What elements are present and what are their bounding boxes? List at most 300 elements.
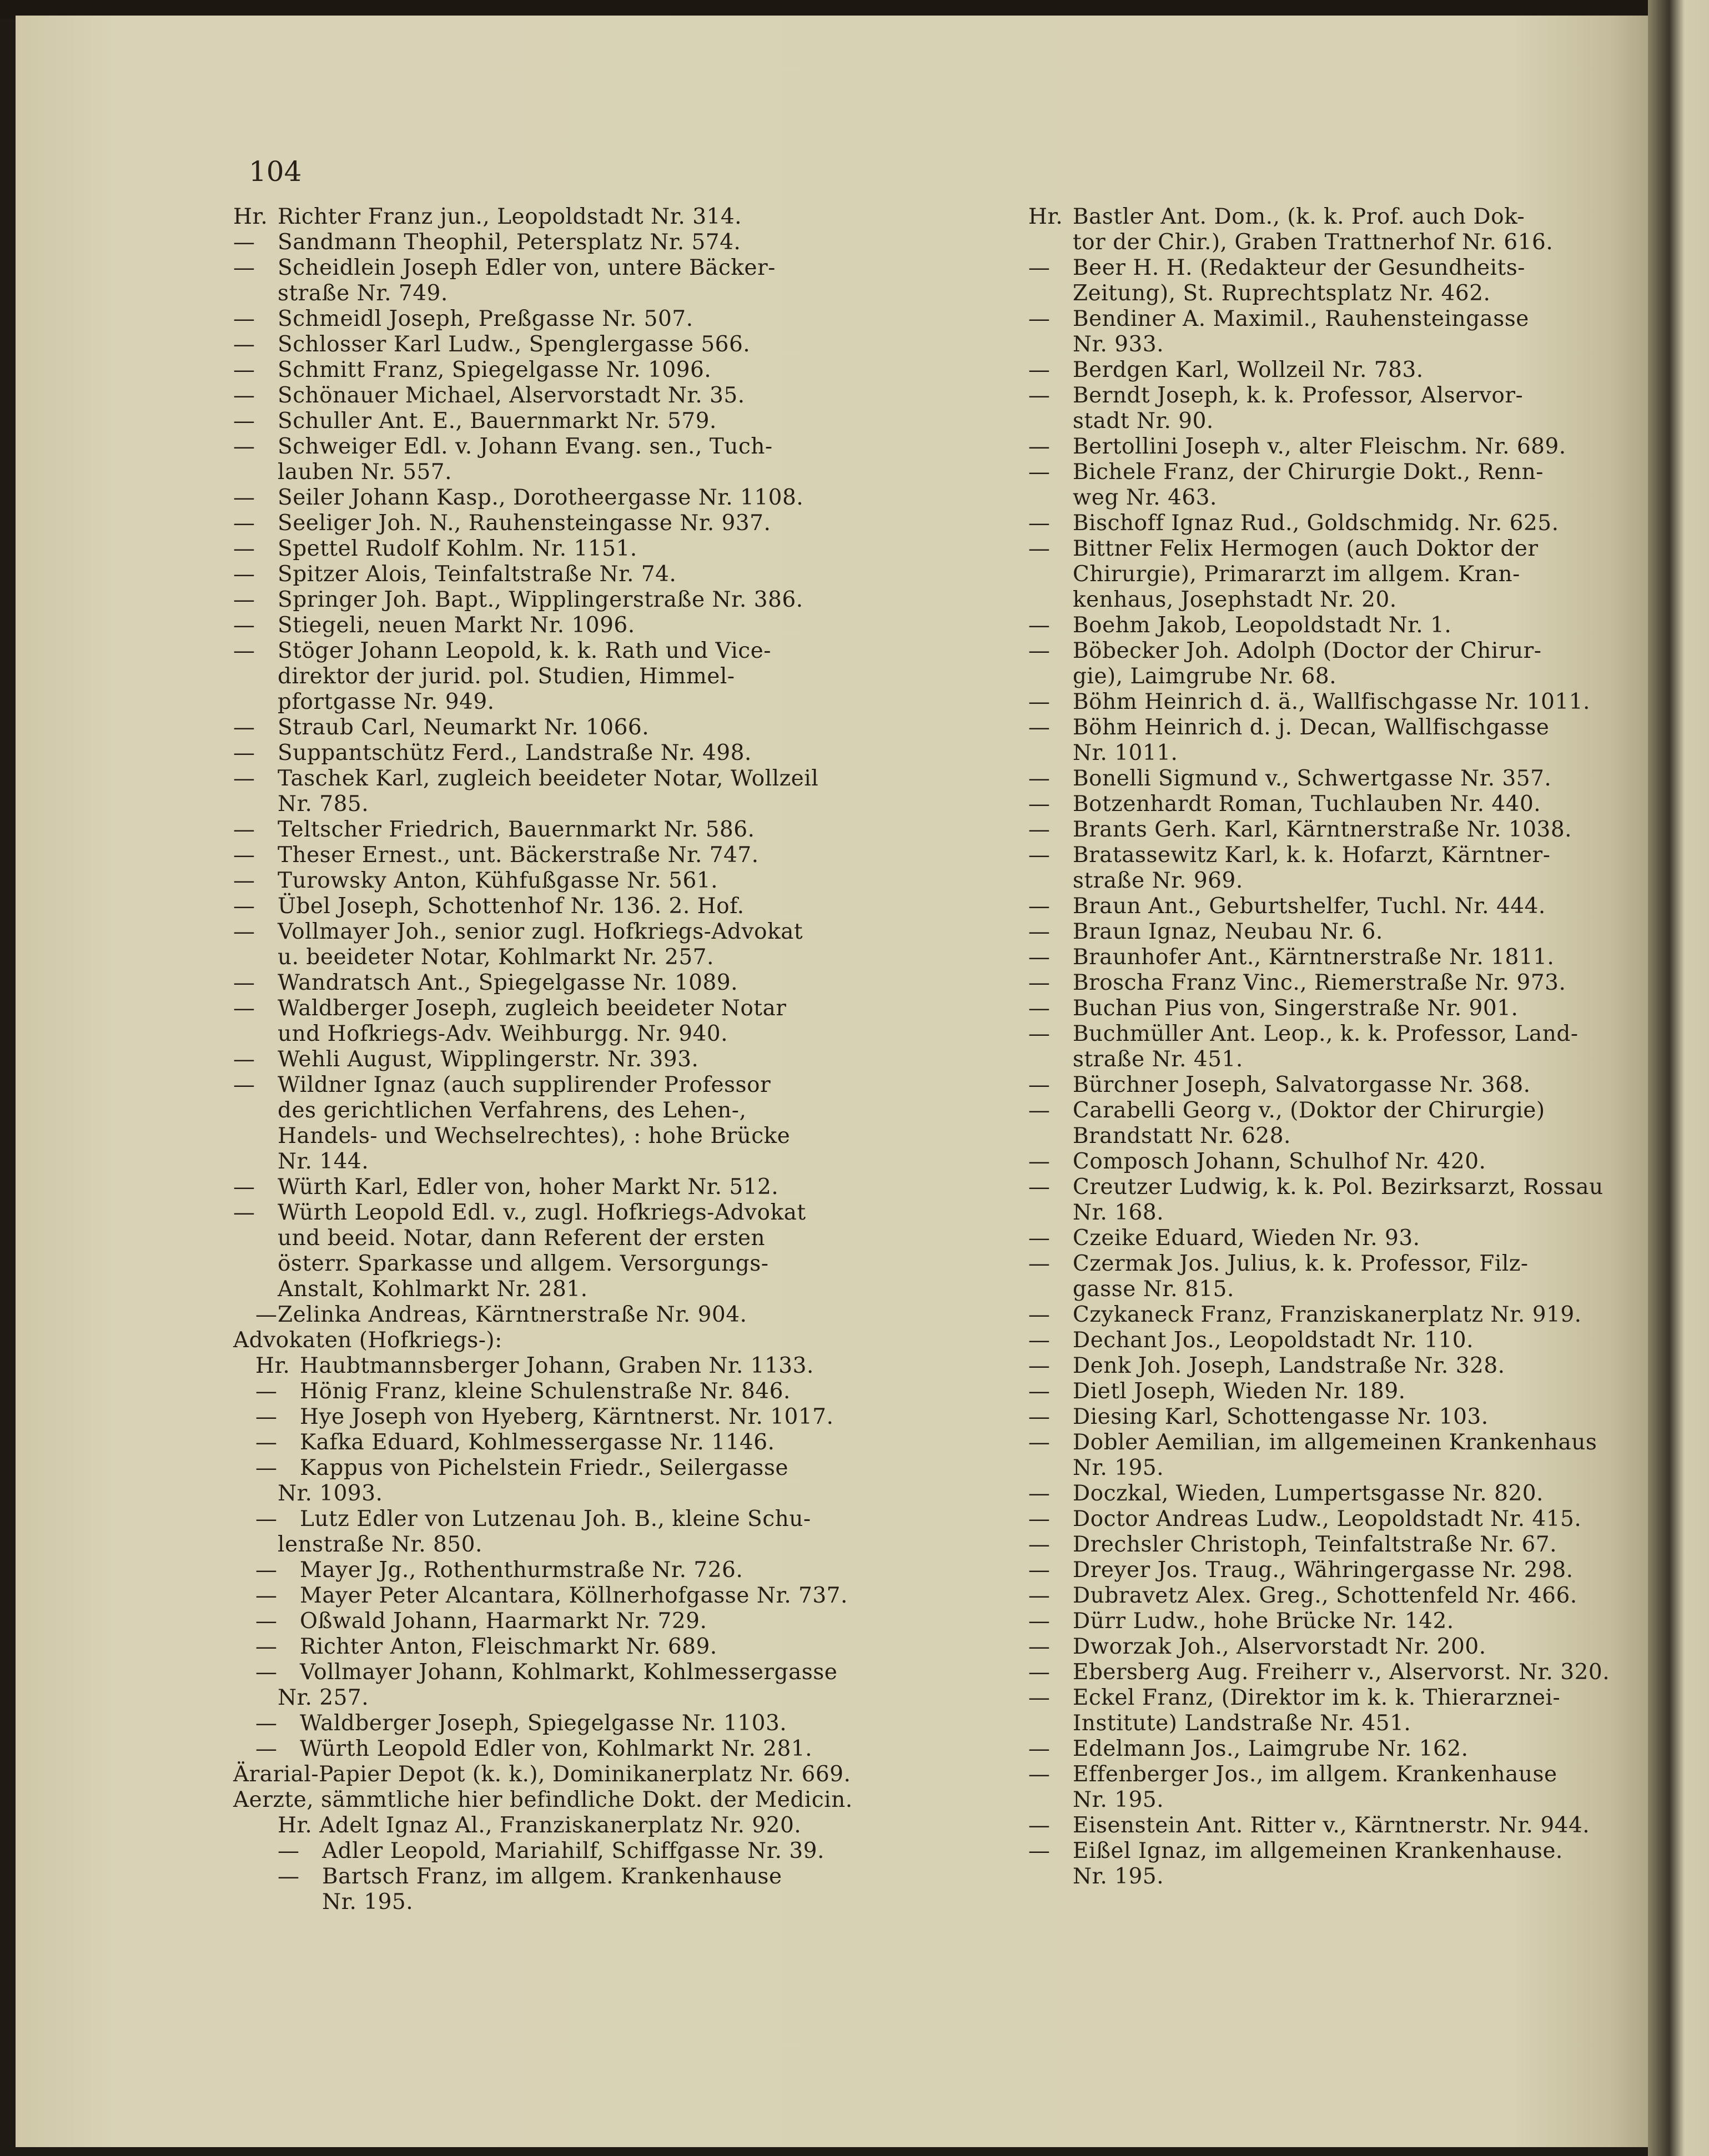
entry-lead-mark: — (1028, 919, 1050, 944)
entry-lead-mark: Hr. (1028, 204, 1063, 229)
entry-lead-mark: — (278, 1838, 300, 1863)
entry-continuation-line (1028, 1787, 1628, 1813)
entry-line (1028, 996, 1628, 1021)
entry-lead-mark: — (1028, 689, 1050, 714)
entry-lead-mark: — (1028, 1762, 1050, 1787)
directory-entry (233, 255, 916, 306)
entry-continuation-line (1028, 562, 1628, 587)
entry-lead-mark: — (1028, 1353, 1050, 1378)
entry-lead-mark: — (1028, 1736, 1050, 1761)
entry-continuation-line (233, 1813, 916, 1838)
entry-text: des gerichtlichen Verfahrens, des Lehen-, (278, 1098, 747, 1123)
directory-entry (1028, 1430, 1628, 1481)
entry-line (233, 1583, 916, 1609)
entry-line (233, 817, 916, 843)
directory-entry (233, 1583, 916, 1609)
directory-entry (1028, 1558, 1628, 1583)
entry-continuation-line (1028, 1711, 1628, 1736)
entry-text: Eißel Ignaz, im allgemeinen Krankenhause. (1073, 1838, 1563, 1863)
entry-continuation-line (233, 689, 916, 715)
entry-text: Chirurgie), Primararzt im allgem. Kran- (1073, 562, 1520, 587)
entry-line (1028, 1685, 1628, 1711)
entry-text: Theser Ernest., unt. Bäckerstraße Nr. 747. (278, 843, 759, 868)
entry-text: Botzenhardt Roman, Tuchlauben Nr. 440. (1073, 792, 1541, 817)
entry-text: Böbecker Joh. Adolph (Doctor der Chirur- (1073, 638, 1542, 663)
entry-continuation-line (1028, 1864, 1628, 1890)
entry-continuation-line (233, 281, 916, 306)
entry-lead-mark: — (233, 817, 255, 842)
entry-lead-mark: — (233, 970, 255, 995)
entry-continuation-line (233, 1021, 916, 1047)
entry-text: Lutz Edler von Lutzenau Joh. B., kleine Schu- (300, 1507, 811, 1532)
entry-text: Schweiger Edl. v. Johann Evang. sen., Tuch- (278, 434, 773, 459)
directory-entry (1028, 357, 1628, 383)
entry-text: lenstraße Nr. 850. (278, 1532, 482, 1557)
entry-text: weg Nr. 463. (1073, 485, 1217, 510)
entry-continuation-line (233, 460, 916, 485)
directory-entry (1028, 843, 1628, 894)
entry-line (1028, 1481, 1628, 1507)
entry-text: Oßwald Johann, Haarmarkt Nr. 729. (300, 1609, 707, 1634)
entry-text: Aerzte, sämmtliche hier befindliche Dokt. der Medicin. (233, 1787, 853, 1812)
entry-line (1028, 919, 1628, 945)
entry-line (1028, 817, 1628, 843)
directory-entry (233, 511, 916, 536)
entry-text: Doctor Andreas Ludw., Leopoldstadt Nr. 415. (1073, 1507, 1582, 1532)
entry-text: Bürchner Joseph, Salvatorgasse Nr. 368. (1073, 1072, 1531, 1097)
entry-text: Waldberger Joseph, zugleich beeideter Notar (278, 996, 787, 1021)
entry-text: tor der Chir.), Graben Trattnerhof Nr. 616. (1073, 230, 1554, 255)
entry-text: Carabelli Georg v., (Doktor der Chirurgie) (1073, 1098, 1545, 1123)
directory-entry (233, 1047, 916, 1072)
directory-entry (1028, 1098, 1628, 1149)
entry-lead-mark: — (233, 741, 255, 765)
entry-line (233, 766, 916, 792)
directory-entry (1028, 306, 1628, 357)
entry-line (233, 1353, 916, 1379)
entry-line (1028, 1226, 1628, 1251)
entry-lead-mark: — (1028, 1609, 1050, 1634)
entry-lead-mark: — (233, 332, 255, 357)
entry-lead-mark: — (233, 1200, 255, 1225)
entry-continuation-line (1028, 587, 1628, 613)
entry-lead-mark: — (1028, 1098, 1050, 1123)
directory-entry (1028, 536, 1628, 613)
entry-line (1028, 1838, 1628, 1864)
entry-lead-mark: — (1028, 894, 1050, 919)
entry-text: Adler Leopold, Mariahilf, Schiffgasse Nr. 39. (322, 1838, 825, 1863)
entry-continuation-line (233, 1890, 916, 1915)
entry-lead-mark: — (1028, 357, 1050, 382)
directory-entry (1028, 1149, 1628, 1175)
entry-line (1028, 970, 1628, 996)
entry-line (233, 409, 916, 434)
entry-text: Institute) Landstraße Nr. 451. (1073, 1711, 1411, 1736)
entry-lead-mark: — (1028, 1583, 1050, 1608)
directory-entry (1028, 204, 1628, 255)
entry-text: Dreyer Jos. Traug., Währingergasse Nr. 298. (1073, 1558, 1574, 1583)
entry-lead-mark: Hr. (255, 1353, 290, 1378)
entry-text: Taschek Karl, zugleich beeideter Notar, Wollzeil (278, 766, 819, 791)
entry-text: Teltscher Friedrich, Bauernmarkt Nr. 586. (278, 817, 755, 842)
directory-entry (233, 1864, 916, 1915)
entry-continuation-line (233, 1149, 916, 1175)
directory-entry (1028, 996, 1628, 1021)
entry-lead-mark: — (255, 1430, 278, 1455)
entry-line (1028, 1507, 1628, 1532)
directory-entry (233, 843, 916, 868)
directory-entry (1028, 715, 1628, 766)
entry-lead-mark: — (255, 1404, 278, 1429)
entry-line (233, 1379, 916, 1404)
entry-line (1028, 945, 1628, 970)
entry-line (233, 357, 916, 383)
directory-entry (1028, 1226, 1628, 1251)
entry-lead-mark: — (1028, 1072, 1050, 1097)
entry-text: Sandmann Theophil, Petersplatz Nr. 574. (278, 230, 741, 255)
entry-line (233, 970, 916, 996)
directory-entry (1028, 817, 1628, 843)
entry-text: Bartsch Franz, im allgem. Krankenhause (322, 1864, 782, 1889)
entry-text: Nr. 168. (1073, 1200, 1164, 1225)
entry-lead-mark: — (233, 1072, 255, 1097)
directory-entry (1028, 1072, 1628, 1098)
directory-entry (233, 1379, 916, 1404)
directory-entry (1028, 638, 1628, 689)
entry-text: Handels- und Wechselrechtes), : hohe Brücke (278, 1124, 791, 1148)
entry-text: Nr. 195. (1073, 1864, 1164, 1889)
directory-entry (1028, 1609, 1628, 1634)
entry-lead-mark: — (233, 843, 255, 868)
entry-line (1028, 1379, 1628, 1404)
entry-lead-mark: — (1028, 715, 1050, 740)
entry-lead-mark: — (1028, 1634, 1050, 1659)
entry-text: Seeliger Joh. N., Rauhensteingasse Nr. 937. (278, 511, 771, 536)
directory-entry (233, 817, 916, 843)
entry-text: Dürr Ludw., hohe Brücke Nr. 142. (1073, 1609, 1454, 1634)
entry-line (1028, 1558, 1628, 1583)
entry-continuation-line (1028, 741, 1628, 766)
directory-entry (233, 638, 916, 715)
entry-text: Böhm Heinrich d. j. Decan, Wallfischgasse (1073, 715, 1550, 740)
entry-lead-mark: — (233, 868, 255, 893)
entry-text: Hye Joseph von Hyeberg, Kärntnerst. Nr. 1017. (300, 1404, 834, 1429)
entry-line (233, 587, 916, 613)
directory-entry (1028, 1583, 1628, 1609)
directory-entry (233, 1353, 916, 1379)
entry-continuation-line (1028, 409, 1628, 434)
entry-text: Bonelli Sigmund v., Schwertgasse Nr. 357. (1073, 766, 1552, 791)
entry-line (1028, 1021, 1628, 1047)
entry-line (1028, 434, 1628, 460)
entry-line (233, 1404, 916, 1430)
entry-text: Czeike Eduard, Wieden Nr. 93. (1073, 1226, 1420, 1251)
entry-lead-mark: — (1028, 1813, 1050, 1838)
entry-lead-mark: — (1028, 945, 1050, 970)
entry-text: Boehm Jakob, Leopoldstadt Nr. 1. (1073, 613, 1452, 638)
entry-line (1028, 306, 1628, 332)
directory-entry (233, 1762, 916, 1787)
entry-continuation-line (1028, 868, 1628, 894)
entry-continuation-line (1028, 1124, 1628, 1149)
entry-text: Drechsler Christoph, Teinfaltstraße Nr. 67. (1073, 1532, 1557, 1557)
entry-text: Broscha Franz Vinc., Riemerstraße Nr. 973. (1073, 970, 1566, 995)
entry-line (1028, 1532, 1628, 1558)
entry-line (233, 306, 916, 332)
directory-entry (1028, 1481, 1628, 1507)
entry-text: Vollmayer Johann, Kohlmarkt, Kohlmessergasse (300, 1660, 838, 1685)
entry-line (1028, 204, 1628, 230)
entry-continuation-line (233, 1251, 916, 1277)
directory-entry (1028, 460, 1628, 511)
entry-text: Nr. 1093. (278, 1481, 383, 1506)
entry-lead-mark: — (255, 1736, 278, 1761)
entry-lead-mark: — (255, 1302, 278, 1327)
entry-text: Denk Joh. Joseph, Landstraße Nr. 328. (1073, 1353, 1505, 1378)
entry-lead-mark: — (233, 638, 255, 663)
entry-line (1028, 1404, 1628, 1430)
entry-text: Edelmann Jos., Laimgrube Nr. 162. (1073, 1736, 1469, 1761)
directory-entry (1028, 689, 1628, 715)
entry-continuation-line (233, 1098, 916, 1124)
directory-entry (233, 1328, 916, 1353)
entry-line (233, 894, 916, 919)
entry-line (1028, 1149, 1628, 1175)
entry-lead-mark: — (1028, 460, 1050, 485)
directory-entry (1028, 1353, 1628, 1379)
entry-line (1028, 383, 1628, 409)
entry-lead-mark: — (1028, 817, 1050, 842)
entry-continuation-line (1028, 1200, 1628, 1226)
entry-lead-mark: — (1028, 1149, 1050, 1174)
entry-text: gie), Laimgrube Nr. 68. (1073, 664, 1337, 689)
entry-line (233, 1430, 916, 1455)
entry-text: Berdgen Karl, Wollzeil Nr. 783. (1073, 357, 1424, 382)
entry-text: Mayer Jg., Rothenthurmstraße Nr. 726. (300, 1558, 743, 1583)
entry-text: Schmitt Franz, Spiegelgasse Nr. 1096. (278, 357, 712, 382)
entry-lead-mark: — (1028, 970, 1050, 995)
entry-text: Richter Anton, Fleischmarkt Nr. 689. (300, 1634, 717, 1659)
entry-lead-mark: — (1028, 1328, 1050, 1353)
directory-entry (233, 715, 916, 741)
entry-line (1028, 1660, 1628, 1685)
entry-text: lauben Nr. 557. (278, 460, 453, 485)
entry-text: Nr. 195. (1073, 1787, 1164, 1812)
entry-lead-mark: — (233, 357, 255, 382)
entry-lead-mark: — (233, 409, 255, 434)
entry-text: Schuller Ant. E., Bauernmarkt Nr. 579. (278, 409, 717, 434)
entry-text: Bischoff Ignaz Rud., Goldschmidg. Nr. 625. (1073, 511, 1559, 536)
entry-text: Brants Gerh. Karl, Kärntnerstraße Nr. 1038. (1073, 817, 1572, 842)
entry-line (1028, 1098, 1628, 1124)
entry-text: Nr. 1011. (1073, 741, 1178, 765)
directory-entry (233, 562, 916, 587)
directory-entry (233, 1558, 916, 1583)
entry-lead-mark: — (233, 613, 255, 638)
entry-lead-mark: — (1028, 1021, 1050, 1046)
directory-entry (233, 332, 916, 357)
entry-line (233, 383, 916, 409)
directory-entry (233, 1175, 916, 1200)
entry-lead-mark: — (1028, 996, 1050, 1021)
entry-lead-mark: — (1028, 1251, 1050, 1276)
directory-entry (233, 1200, 916, 1302)
directory-entry (1028, 434, 1628, 460)
entry-line (1028, 1583, 1628, 1609)
entry-text: Buchmüller Ant. Leop., k. k. Professor, Land- (1073, 1021, 1579, 1046)
right-column (1028, 204, 1628, 1890)
entry-line (1028, 1175, 1628, 1200)
entry-text: Nr. 785. (278, 792, 369, 817)
directory-entry (1028, 792, 1628, 817)
directory-entry (233, 230, 916, 255)
entry-lead-mark: — (255, 1583, 278, 1608)
directory-entry (233, 1787, 916, 1838)
entry-line (233, 562, 916, 587)
entry-text: Berndt Joseph, k. k. Professor, Alservor- (1073, 383, 1524, 408)
entry-lead-mark: — (233, 1175, 255, 1200)
entry-lead-mark: — (1028, 255, 1050, 280)
directory-entry (1028, 1302, 1628, 1328)
directory-entry (233, 1660, 916, 1711)
entry-line (1028, 766, 1628, 792)
entry-text: Würth Karl, Edler von, hoher Markt Nr. 512. (278, 1175, 779, 1200)
entry-text: Buchan Pius von, Singerstraße Nr. 901. (1073, 996, 1519, 1021)
entry-line (233, 1455, 916, 1481)
entry-line (233, 715, 916, 741)
entry-continuation-line (1028, 1047, 1628, 1072)
entry-text: Eisenstein Ant. Ritter v., Kärntnerstr. Nr. 944. (1073, 1813, 1590, 1838)
entry-continuation-line (233, 792, 916, 817)
entry-line (1028, 894, 1628, 919)
directory-entry (233, 868, 916, 894)
entry-lead-mark: — (1028, 1379, 1050, 1404)
entry-line (1028, 638, 1628, 664)
entry-lead-mark: — (233, 894, 255, 919)
entry-line (233, 1787, 916, 1813)
directory-entry (233, 1736, 916, 1762)
entry-text: kenhaus, Josephstadt Nr. 20. (1073, 587, 1397, 612)
left-column (233, 204, 916, 1915)
entry-text: Bratassewitz Karl, k. k. Hofarzt, Kärntner- (1073, 843, 1551, 868)
entry-text: Hönig Franz, kleine Schulenstraße Nr. 846. (300, 1379, 791, 1404)
directory-entry (233, 1302, 916, 1328)
entry-line (1028, 613, 1628, 638)
entry-text: Stiegeli, neuen Markt Nr. 1096. (278, 613, 635, 638)
entry-lead-mark: — (233, 485, 255, 510)
entry-continuation-line (233, 945, 916, 970)
directory-entry (1028, 919, 1628, 945)
entry-text: Composch Johann, Schulhof Nr. 420. (1073, 1149, 1486, 1174)
entry-lead-mark: — (1028, 1226, 1050, 1251)
entry-line (233, 485, 916, 511)
entry-text: Schlosser Karl Ludw., Spenglergasse 566. (278, 332, 751, 357)
entry-lead-mark: — (1028, 1302, 1050, 1327)
entry-line (1028, 511, 1628, 536)
directory-entry (233, 919, 916, 970)
entry-line (233, 613, 916, 638)
entry-lead-mark: — (278, 1864, 300, 1889)
entry-text: Dechant Jos., Leopoldstadt Nr. 110. (1073, 1328, 1474, 1353)
entry-text: Braun Ignaz, Neubau Nr. 6. (1073, 919, 1383, 944)
entry-text: Brandstatt Nr. 628. (1073, 1124, 1291, 1148)
directory-entry (233, 1711, 916, 1736)
entry-lead-mark: — (255, 1711, 278, 1736)
entry-lead-mark: — (233, 1047, 255, 1072)
entry-text: Böhm Heinrich d. ä., Wallfischgasse Nr. 1011. (1073, 689, 1590, 714)
entry-text: Diesing Karl, Schottengasse Nr. 103. (1073, 1404, 1489, 1429)
entry-text: Kafka Eduard, Kohlmessergasse Nr. 1146. (300, 1430, 775, 1455)
directory-entry (1028, 894, 1628, 919)
entry-continuation-line (1028, 281, 1628, 306)
entry-lead-mark: — (1028, 792, 1050, 817)
entry-text: Waldberger Joseph, Spiegelgasse Nr. 1103. (300, 1711, 787, 1736)
entry-text: Nr. 257. (278, 1685, 369, 1710)
entry-continuation-line (1028, 485, 1628, 511)
directory-entry (1028, 1404, 1628, 1430)
entry-text: österr. Sparkasse und allgem. Versorgungs- (278, 1251, 769, 1276)
entry-continuation-line (233, 1226, 916, 1251)
entry-text: Dobler Aemilian, im allgemeinen Krankenhaus (1073, 1430, 1597, 1455)
directory-entry (233, 1507, 916, 1558)
entry-text: Suppantschütz Ferd., Landstraße Nr. 498. (278, 741, 752, 765)
directory-entry (1028, 1021, 1628, 1072)
entry-line (233, 1200, 916, 1226)
entry-continuation-line (233, 1124, 916, 1149)
entry-lead-mark: — (233, 919, 255, 944)
directory-entry (233, 1838, 916, 1864)
entry-line (1028, 255, 1628, 281)
entry-line (233, 1302, 916, 1328)
entry-continuation-line (1028, 230, 1628, 255)
entry-continuation-line (1028, 332, 1628, 357)
directory-entry (1028, 1838, 1628, 1890)
entry-line (233, 1328, 916, 1353)
entry-text: Springer Joh. Bapt., Wipplingerstraße Nr. 386. (278, 587, 803, 612)
directory-entry (1028, 1379, 1628, 1404)
entry-lead-mark: — (1028, 1685, 1050, 1710)
entry-text: Dubravetz Alex. Greg., Schottenfeld Nr. 466. (1073, 1583, 1577, 1608)
entry-lead-mark: — (1028, 1175, 1050, 1200)
entry-line (233, 1660, 916, 1685)
entry-lead-mark: — (255, 1379, 278, 1404)
entry-text: Beer H. H. (Redakteur der Gesundheits- (1073, 255, 1525, 280)
directory-entry (233, 766, 916, 817)
directory-entry (1028, 1532, 1628, 1558)
directory-entry (233, 741, 916, 766)
entry-text: Zelinka Andreas, Kärntnerstraße Nr. 904. (278, 1302, 747, 1327)
entry-line (233, 843, 916, 868)
entry-lead-mark: — (1028, 511, 1050, 536)
directory-entry (233, 970, 916, 996)
entry-line (233, 255, 916, 281)
entry-line (233, 230, 916, 255)
entry-text: Nr. 933. (1073, 332, 1164, 357)
entry-line (233, 1838, 916, 1864)
entry-line (1028, 1328, 1628, 1353)
entry-lead-mark: — (255, 1455, 278, 1480)
directory-entry (1028, 1328, 1628, 1353)
directory-entry (233, 1072, 916, 1175)
directory-entry (233, 613, 916, 638)
entry-lead-mark: — (233, 587, 255, 612)
entry-line (233, 332, 916, 357)
entry-line (233, 1507, 916, 1532)
entry-line (1028, 689, 1628, 715)
entry-text: Bendiner A. Maximil., Rauhensteingasse (1073, 306, 1529, 331)
entry-lead-mark: — (1028, 613, 1050, 638)
entry-text: Kappus von Pichelstein Friedr., Seilergasse (300, 1455, 788, 1480)
